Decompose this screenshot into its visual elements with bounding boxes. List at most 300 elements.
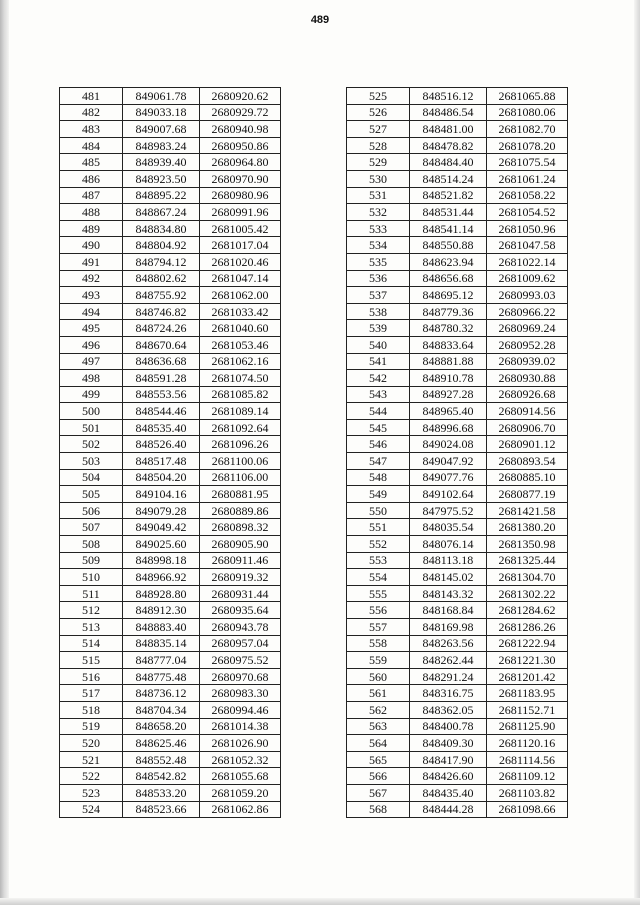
- table-row: [60, 320, 281, 337]
- x-coordinate-cell: 849033.18: [123, 104, 200, 121]
- table-row: [60, 536, 281, 553]
- y-coordinate-cell: 2681098.66: [487, 801, 568, 818]
- point-number-cell: 500: [60, 403, 123, 420]
- point-number-cell: 534: [347, 237, 410, 254]
- point-number-cell: 512: [60, 602, 123, 619]
- table-row: [60, 735, 281, 752]
- y-coordinate-cell: 2681120.16: [487, 735, 568, 752]
- y-coordinate-cell: 2681325.44: [487, 552, 568, 569]
- table-row: [60, 403, 281, 420]
- y-coordinate-cell: 2680957.04: [200, 635, 281, 652]
- point-number-cell: 554: [347, 569, 410, 586]
- y-coordinate-cell: 2680970.90: [200, 170, 281, 187]
- table-row: [347, 619, 568, 636]
- table-row: [60, 386, 281, 403]
- x-coordinate-cell: 848794.12: [123, 253, 200, 270]
- point-number-cell: 495: [60, 320, 123, 337]
- table-row: [60, 652, 281, 669]
- point-number-cell: 513: [60, 619, 123, 636]
- y-coordinate-cell: 2681078.20: [487, 137, 568, 154]
- table-row: [347, 685, 568, 702]
- y-coordinate-cell: 2681183.95: [487, 685, 568, 702]
- y-coordinate-cell: 2680993.03: [487, 287, 568, 304]
- x-coordinate-cell: 848910.78: [410, 370, 487, 387]
- point-number-cell: 505: [60, 486, 123, 503]
- point-number-cell: 552: [347, 536, 410, 553]
- x-coordinate-cell: 848996.68: [410, 419, 487, 436]
- table-row: [347, 253, 568, 270]
- table-row: [347, 519, 568, 536]
- point-number-cell: 499: [60, 386, 123, 403]
- y-coordinate-cell: 2681050.96: [487, 220, 568, 237]
- point-number-cell: 506: [60, 502, 123, 519]
- point-number-cell: 530: [347, 170, 410, 187]
- table-row: [347, 403, 568, 420]
- x-coordinate-cell: 848883.40: [123, 619, 200, 636]
- table-row: [347, 88, 568, 105]
- y-coordinate-cell: 2681047.58: [487, 237, 568, 254]
- point-number-cell: 536: [347, 270, 410, 287]
- x-coordinate-cell: 848625.46: [123, 735, 200, 752]
- x-coordinate-cell: 848444.28: [410, 801, 487, 818]
- x-coordinate-cell: 848514.24: [410, 170, 487, 187]
- point-number-cell: 555: [347, 585, 410, 602]
- point-number-cell: 525: [347, 88, 410, 105]
- table-row: [60, 187, 281, 204]
- y-coordinate-cell: 2680966.22: [487, 303, 568, 320]
- table-row: [347, 486, 568, 503]
- point-number-cell: 492: [60, 270, 123, 287]
- y-coordinate-cell: 2681026.90: [200, 735, 281, 752]
- table-row: [60, 486, 281, 503]
- point-number-cell: 488: [60, 204, 123, 221]
- table-row: [347, 336, 568, 353]
- y-coordinate-cell: 2681302.22: [487, 585, 568, 602]
- point-number-cell: 511: [60, 585, 123, 602]
- x-coordinate-cell: 848927.28: [410, 386, 487, 403]
- table-row: [347, 154, 568, 171]
- y-coordinate-cell: 2681286.26: [487, 619, 568, 636]
- y-coordinate-cell: 2681380.20: [487, 519, 568, 536]
- point-number-cell: 507: [60, 519, 123, 536]
- table-row: [347, 303, 568, 320]
- y-coordinate-cell: 2681221.30: [487, 652, 568, 669]
- point-number-cell: 503: [60, 453, 123, 470]
- table-row: [60, 104, 281, 121]
- y-coordinate-cell: 2680877.19: [487, 486, 568, 503]
- y-coordinate-cell: 2680975.52: [200, 652, 281, 669]
- x-coordinate-cell: 848834.80: [123, 220, 200, 237]
- table-row: [60, 668, 281, 685]
- x-coordinate-cell: 848316.75: [410, 685, 487, 702]
- coordinates-table-right-body: [347, 88, 568, 818]
- x-coordinate-cell: 848553.56: [123, 386, 200, 403]
- point-number-cell: 486: [60, 170, 123, 187]
- x-coordinate-cell: 849007.68: [123, 121, 200, 138]
- x-coordinate-cell: 848035.54: [410, 519, 487, 536]
- point-number-cell: 551: [347, 519, 410, 536]
- point-number-cell: 557: [347, 619, 410, 636]
- scan-shadow-right: [634, 0, 640, 905]
- y-coordinate-cell: 2681284.62: [487, 602, 568, 619]
- point-number-cell: 560: [347, 668, 410, 685]
- y-coordinate-cell: 2681421.58: [487, 502, 568, 519]
- x-coordinate-cell: 849061.78: [123, 88, 200, 105]
- table-row: [60, 436, 281, 453]
- y-coordinate-cell: 2681061.24: [487, 170, 568, 187]
- y-coordinate-cell: 2680939.02: [487, 353, 568, 370]
- point-number-cell: 568: [347, 801, 410, 818]
- x-coordinate-cell: 848833.64: [410, 336, 487, 353]
- point-number-cell: 493: [60, 287, 123, 304]
- table-row: [347, 204, 568, 221]
- table-row: [347, 552, 568, 569]
- point-number-cell: 519: [60, 718, 123, 735]
- table-row: [347, 121, 568, 138]
- x-coordinate-cell: 848400.78: [410, 718, 487, 735]
- table-row: [347, 701, 568, 718]
- table-row: [347, 602, 568, 619]
- y-coordinate-cell: 2681074.50: [200, 370, 281, 387]
- x-coordinate-cell: 847975.52: [410, 502, 487, 519]
- x-coordinate-cell: 848881.88: [410, 353, 487, 370]
- x-coordinate-cell: 848550.88: [410, 237, 487, 254]
- x-coordinate-cell: 848504.20: [123, 469, 200, 486]
- point-number-cell: 498: [60, 370, 123, 387]
- x-coordinate-cell: 848591.28: [123, 370, 200, 387]
- x-coordinate-cell: 848895.22: [123, 187, 200, 204]
- x-coordinate-cell: 848965.40: [410, 403, 487, 420]
- y-coordinate-cell: 2681047.14: [200, 270, 281, 287]
- y-coordinate-cell: 2680919.32: [200, 569, 281, 586]
- table-row: [347, 635, 568, 652]
- y-coordinate-cell: 2681065.88: [487, 88, 568, 105]
- x-coordinate-cell: 848168.84: [410, 602, 487, 619]
- table-row: [60, 154, 281, 171]
- scan-shadow-bottom: [0, 898, 640, 905]
- y-coordinate-cell: 2681005.42: [200, 220, 281, 237]
- y-coordinate-cell: 2681054.52: [487, 204, 568, 221]
- x-coordinate-cell: 849049.42: [123, 519, 200, 536]
- x-coordinate-cell: 848486.54: [410, 104, 487, 121]
- point-number-cell: 514: [60, 635, 123, 652]
- point-number-cell: 540: [347, 336, 410, 353]
- y-coordinate-cell: 2680991.96: [200, 204, 281, 221]
- x-coordinate-cell: 848656.68: [410, 270, 487, 287]
- y-coordinate-cell: 2680980.96: [200, 187, 281, 204]
- y-coordinate-cell: 2680931.44: [200, 585, 281, 602]
- coordinates-table-left: [59, 87, 281, 818]
- point-number-cell: 489: [60, 220, 123, 237]
- point-number-cell: 517: [60, 685, 123, 702]
- table-row: [347, 386, 568, 403]
- table-row: [60, 170, 281, 187]
- point-number-cell: 515: [60, 652, 123, 669]
- y-coordinate-cell: 2681109.12: [487, 768, 568, 785]
- point-number-cell: 509: [60, 552, 123, 569]
- point-number-cell: 550: [347, 502, 410, 519]
- table-row: [60, 287, 281, 304]
- y-coordinate-cell: 2680994.46: [200, 701, 281, 718]
- point-number-cell: 491: [60, 253, 123, 270]
- x-coordinate-cell: 848804.92: [123, 237, 200, 254]
- x-coordinate-cell: 848867.24: [123, 204, 200, 221]
- table-row: [347, 237, 568, 254]
- y-coordinate-cell: 2680950.86: [200, 137, 281, 154]
- table-row: [347, 137, 568, 154]
- x-coordinate-cell: 848533.20: [123, 784, 200, 801]
- table-row: [347, 104, 568, 121]
- point-number-cell: 527: [347, 121, 410, 138]
- x-coordinate-cell: 848521.82: [410, 187, 487, 204]
- table-row: [347, 652, 568, 669]
- x-coordinate-cell: 848544.46: [123, 403, 200, 420]
- x-coordinate-cell: 848481.00: [410, 121, 487, 138]
- point-number-cell: 482: [60, 104, 123, 121]
- point-number-cell: 521: [60, 751, 123, 768]
- point-number-cell: 553: [347, 552, 410, 569]
- table-row: [347, 502, 568, 519]
- y-coordinate-cell: 2680881.95: [200, 486, 281, 503]
- point-number-cell: 565: [347, 751, 410, 768]
- x-coordinate-cell: 848802.62: [123, 270, 200, 287]
- y-coordinate-cell: 2681009.62: [487, 270, 568, 287]
- x-coordinate-cell: 849104.16: [123, 486, 200, 503]
- y-coordinate-cell: 2681062.86: [200, 801, 281, 818]
- y-coordinate-cell: 2680885.10: [487, 469, 568, 486]
- x-coordinate-cell: 848541.14: [410, 220, 487, 237]
- point-number-cell: 522: [60, 768, 123, 785]
- y-coordinate-cell: 2680983.30: [200, 685, 281, 702]
- x-coordinate-cell: 848517.48: [123, 453, 200, 470]
- x-coordinate-cell: 848526.40: [123, 436, 200, 453]
- point-number-cell: 485: [60, 154, 123, 171]
- x-coordinate-cell: 848113.18: [410, 552, 487, 569]
- y-coordinate-cell: 2681033.42: [200, 303, 281, 320]
- x-coordinate-cell: 848777.04: [123, 652, 200, 669]
- point-number-cell: 501: [60, 419, 123, 436]
- x-coordinate-cell: 848779.36: [410, 303, 487, 320]
- y-coordinate-cell: 2681053.46: [200, 336, 281, 353]
- x-coordinate-cell: 848542.82: [123, 768, 200, 785]
- x-coordinate-cell: 849047.92: [410, 453, 487, 470]
- point-number-cell: 523: [60, 784, 123, 801]
- table-row: [60, 751, 281, 768]
- table-row: [60, 502, 281, 519]
- y-coordinate-cell: 2681080.06: [487, 104, 568, 121]
- point-number-cell: 549: [347, 486, 410, 503]
- y-coordinate-cell: 2681062.00: [200, 287, 281, 304]
- y-coordinate-cell: 2680893.54: [487, 453, 568, 470]
- point-number-cell: 483: [60, 121, 123, 138]
- point-number-cell: 529: [347, 154, 410, 171]
- scan-shadow-left: [0, 0, 9, 905]
- table-row: [347, 187, 568, 204]
- table-row: [60, 270, 281, 287]
- table-row: [347, 353, 568, 370]
- table-row: [60, 635, 281, 652]
- table-row: [60, 336, 281, 353]
- table-row: [60, 569, 281, 586]
- y-coordinate-cell: 2680926.68: [487, 386, 568, 403]
- x-coordinate-cell: 848998.18: [123, 552, 200, 569]
- y-coordinate-cell: 2680940.98: [200, 121, 281, 138]
- x-coordinate-cell: 848426.60: [410, 768, 487, 785]
- y-coordinate-cell: 2681040.60: [200, 320, 281, 337]
- y-coordinate-cell: 2681082.70: [487, 121, 568, 138]
- table-row: [347, 287, 568, 304]
- x-coordinate-cell: 848695.12: [410, 287, 487, 304]
- table-row: [347, 270, 568, 287]
- y-coordinate-cell: 2681085.82: [200, 386, 281, 403]
- y-coordinate-cell: 2681089.14: [200, 403, 281, 420]
- table-row: [60, 204, 281, 221]
- table-row: [347, 585, 568, 602]
- y-coordinate-cell: 2680964.80: [200, 154, 281, 171]
- table-row: [60, 469, 281, 486]
- y-coordinate-cell: 2681022.14: [487, 253, 568, 270]
- x-coordinate-cell: 848362.05: [410, 701, 487, 718]
- table-row: [60, 602, 281, 619]
- point-number-cell: 502: [60, 436, 123, 453]
- table-row: [60, 370, 281, 387]
- point-number-cell: 563: [347, 718, 410, 735]
- point-number-cell: 516: [60, 668, 123, 685]
- point-number-cell: 559: [347, 652, 410, 669]
- table-row: [347, 801, 568, 818]
- table-row: [347, 370, 568, 387]
- y-coordinate-cell: 2681096.26: [200, 436, 281, 453]
- point-number-cell: 556: [347, 602, 410, 619]
- page-number: 489: [310, 14, 330, 26]
- table-row: [347, 751, 568, 768]
- table-row: [347, 536, 568, 553]
- table-row: [60, 718, 281, 735]
- y-coordinate-cell: 2680898.32: [200, 519, 281, 536]
- x-coordinate-cell: 848755.92: [123, 287, 200, 304]
- y-coordinate-cell: 2681125.90: [487, 718, 568, 735]
- table-row: [60, 701, 281, 718]
- x-coordinate-cell: 848670.64: [123, 336, 200, 353]
- x-coordinate-cell: 848409.30: [410, 735, 487, 752]
- table-row: [347, 784, 568, 801]
- x-coordinate-cell: 849102.64: [410, 486, 487, 503]
- y-coordinate-cell: 2680929.72: [200, 104, 281, 121]
- y-coordinate-cell: 2681222.94: [487, 635, 568, 652]
- table-row: [60, 88, 281, 105]
- x-coordinate-cell: 848923.50: [123, 170, 200, 187]
- point-number-cell: 532: [347, 204, 410, 221]
- table-row: [60, 685, 281, 702]
- y-coordinate-cell: 2680905.90: [200, 536, 281, 553]
- point-number-cell: 524: [60, 801, 123, 818]
- table-row: [60, 220, 281, 237]
- table-row: [60, 453, 281, 470]
- y-coordinate-cell: 2681020.46: [200, 253, 281, 270]
- x-coordinate-cell: 848636.68: [123, 353, 200, 370]
- x-coordinate-cell: 848523.66: [123, 801, 200, 818]
- x-coordinate-cell: 848143.32: [410, 585, 487, 602]
- y-coordinate-cell: 2681092.64: [200, 419, 281, 436]
- x-coordinate-cell: 848484.40: [410, 154, 487, 171]
- point-number-cell: 531: [347, 187, 410, 204]
- table-row: [60, 801, 281, 818]
- point-number-cell: 490: [60, 237, 123, 254]
- y-coordinate-cell: 2681304.70: [487, 569, 568, 586]
- x-coordinate-cell: 848966.92: [123, 569, 200, 586]
- point-number-cell: 533: [347, 220, 410, 237]
- x-coordinate-cell: 848478.82: [410, 137, 487, 154]
- coordinates-table-left-body: [60, 88, 281, 818]
- x-coordinate-cell: 848658.20: [123, 718, 200, 735]
- y-coordinate-cell: 2680920.62: [200, 88, 281, 105]
- point-number-cell: 496: [60, 336, 123, 353]
- point-number-cell: 520: [60, 735, 123, 752]
- y-coordinate-cell: 2681055.68: [200, 768, 281, 785]
- table-row: [347, 320, 568, 337]
- y-coordinate-cell: 2681100.06: [200, 453, 281, 470]
- table-row: [60, 303, 281, 320]
- x-coordinate-cell: 848780.32: [410, 320, 487, 337]
- y-coordinate-cell: 2681014.38: [200, 718, 281, 735]
- y-coordinate-cell: 2680952.28: [487, 336, 568, 353]
- y-coordinate-cell: 2680943.78: [200, 619, 281, 636]
- table-row: [347, 436, 568, 453]
- y-coordinate-cell: 2680901.12: [487, 436, 568, 453]
- table-row: [347, 718, 568, 735]
- point-number-cell: 504: [60, 469, 123, 486]
- x-coordinate-cell: 848736.12: [123, 685, 200, 702]
- table-row: [60, 784, 281, 801]
- point-number-cell: 539: [347, 320, 410, 337]
- y-coordinate-cell: 2681052.32: [200, 751, 281, 768]
- table-row: [347, 453, 568, 470]
- x-coordinate-cell: 849077.76: [410, 469, 487, 486]
- x-coordinate-cell: 848724.26: [123, 320, 200, 337]
- x-coordinate-cell: 848417.90: [410, 751, 487, 768]
- point-number-cell: 558: [347, 635, 410, 652]
- x-coordinate-cell: 848262.44: [410, 652, 487, 669]
- table-row: [347, 668, 568, 685]
- table-row: [60, 768, 281, 785]
- x-coordinate-cell: 848912.30: [123, 602, 200, 619]
- y-coordinate-cell: 2680935.64: [200, 602, 281, 619]
- point-number-cell: 548: [347, 469, 410, 486]
- y-coordinate-cell: 2681201.42: [487, 668, 568, 685]
- point-number-cell: 561: [347, 685, 410, 702]
- table-row: [347, 419, 568, 436]
- point-number-cell: 562: [347, 701, 410, 718]
- point-number-cell: 541: [347, 353, 410, 370]
- x-coordinate-cell: 848169.98: [410, 619, 487, 636]
- x-coordinate-cell: 849025.60: [123, 536, 200, 553]
- point-number-cell: 538: [347, 303, 410, 320]
- point-number-cell: 510: [60, 569, 123, 586]
- point-number-cell: 497: [60, 353, 123, 370]
- x-coordinate-cell: 848775.48: [123, 668, 200, 685]
- x-coordinate-cell: 848291.24: [410, 668, 487, 685]
- table-row: [347, 220, 568, 237]
- y-coordinate-cell: 2681062.16: [200, 353, 281, 370]
- x-coordinate-cell: 848704.34: [123, 701, 200, 718]
- y-coordinate-cell: 2681114.56: [487, 751, 568, 768]
- table-row: [60, 353, 281, 370]
- y-coordinate-cell: 2681059.20: [200, 784, 281, 801]
- x-coordinate-cell: 848623.94: [410, 253, 487, 270]
- x-coordinate-cell: 849024.08: [410, 436, 487, 453]
- y-coordinate-cell: 2681075.54: [487, 154, 568, 171]
- x-coordinate-cell: 848983.24: [123, 137, 200, 154]
